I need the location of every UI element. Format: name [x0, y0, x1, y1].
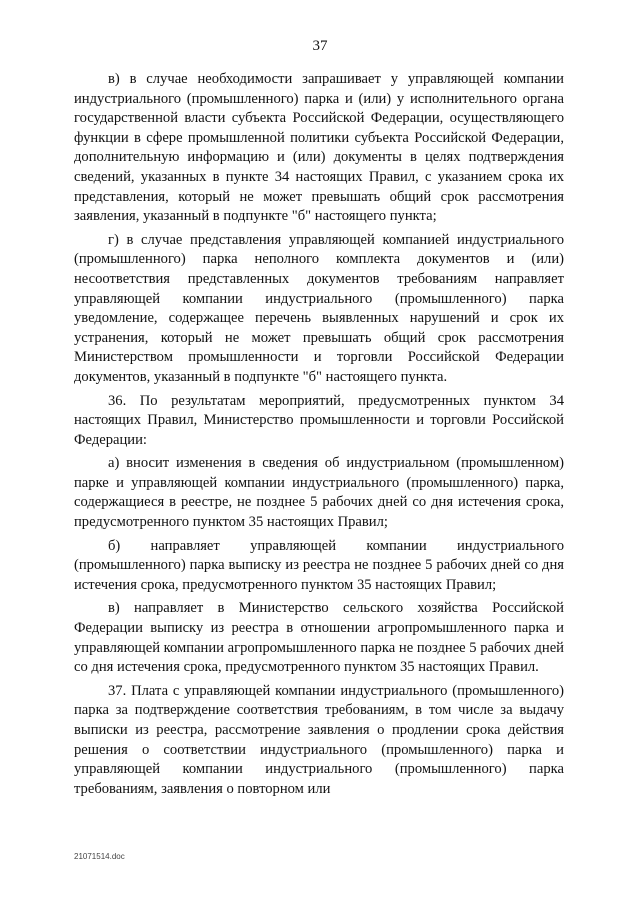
paragraph-36: 36. По результатам мероприятий, предусмотренных пунктом 34 настоящих Правил, Министерство промышленности и торговли Российской Федерации: [74, 392, 564, 448]
paragraph-36v: в) направляет в Министерство сельского хозяйства Российской Федерации выписку из реестра в отношении агропромышленного парка и управляющей компании агропромышленного парка не позднее 5 рабочих дней со дня истечения срока, предусмотренного пунктом 35 настоящих Правил. [74, 600, 564, 676]
paragraph-3g: г) в случае представления управляющей компанией индустриального (промышленного) парка неполного комплекта документов и (или) несоответствия представленных документов требованиям направляет управляющей компании индустриального (промышленного) парка уведомление, содержащее перечень выявленных нарушений и срок их устранения, который не может превышать общий срок рассмотрения Министерством промышленности и торговли Российской Федерации документов, указанный в подпункте "б" настоящего пункта. [74, 231, 564, 385]
paragraph-36a: а) вносит изменения в сведения об индустриальном (промышленном) парке и управляющей компании индустриального (промышленного) парка, содержащиеся в реестре, не позднее 5 рабочих дней со дня истечения срока, предусмотренного пунктом 35 настоящих Правил; [74, 455, 564, 531]
paragraph-37: 37. Плата с управляющей компании индустриального (промышленного) парка за подтверждение соответствия требованиям, в том числе за выдачу выписки из реестра, рассмотрение заявления о продлении срока действия решения о соответствии индустриального (промышленного) парка и управляющей компании индустриального (промышленного) парка требованиям, заявления о повторном или [74, 682, 564, 797]
page-number: 37 [312, 38, 328, 54]
paragraph-36b: б) направляет управляющей компании индустриального (промышленного) парка выписку из реестра не позднее 5 рабочих дней со дня истечения срока, предусмотренного пунктом 35 настоящих Правил; [74, 537, 564, 593]
paragraph-3v: в) в случае необходимости запрашивает у управляющей компании индустриального (промышленного) парка и (или) у исполнительного органа государственной власти субъекта Российской Федерации, осуществляющего функции в сфере промышленной политики субъекта Российской Федерации, дополнительную информацию и (или) документы в целях подтверждения сведений, указанных в пункте 34 настоящих Правил, с указанием срока их представления, который не может превышать общий срок рассмотрения заявления, указанный в подпункте "б" настоящего пункта; [74, 71, 564, 225]
footer-filename: 21071514.doc [74, 852, 125, 861]
document-body [74, 70, 564, 799]
